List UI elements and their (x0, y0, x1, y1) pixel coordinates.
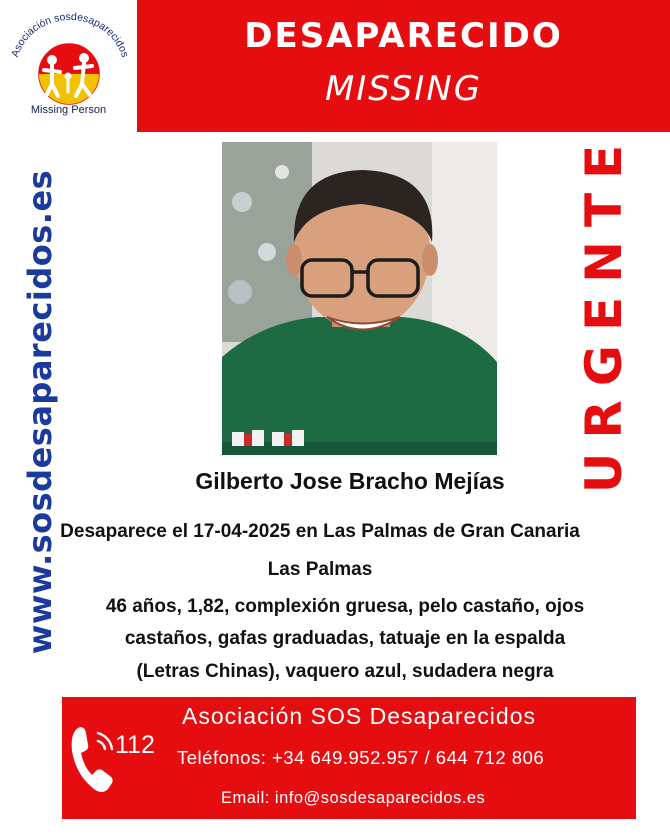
urgent-label: URGENTE (575, 130, 633, 494)
phone-handset-icon (68, 723, 118, 795)
phone-numbers[interactable]: Teléfonos: +34 649.952.957 / 644 712 806 (177, 747, 545, 768)
org-name: Asociación SOS Desaparecidos (182, 703, 536, 729)
description-line-1: 46 años, 1,82, complexión gruesa, pelo castaño, ojos (105, 596, 585, 617)
logo (0, 0, 137, 132)
contact-footer (62, 697, 636, 819)
logo-emblem (2, 2, 135, 106)
header-banner (137, 0, 670, 132)
header-title-es: DESAPARECIDO (244, 16, 563, 56)
person-name: Gilberto Jose Bracho Mejías (195, 468, 505, 494)
website-url[interactable]: www.sosdesaparecidos.es (21, 169, 59, 655)
province: Las Palmas (267, 559, 373, 580)
logo-caption: Missing Person (30, 104, 107, 116)
description-line-2: castaños, gafas graduadas, tatuaje en la espalda (124, 628, 566, 649)
header-title-en: MISSING (324, 69, 483, 109)
emergency-number: 112 (115, 731, 155, 759)
description-line-3: (Letras Chinas), vaquero azul, sudadera negra (136, 661, 554, 682)
disappearance-info: Desaparece el 17-04-2025 en Las Palmas de Gran Canaria (60, 521, 580, 542)
email-address[interactable]: Email: info@sosdesaparecidos.es (221, 789, 486, 807)
logo-arc-textpath: Asociación sosdesaparecidos (9, 10, 131, 59)
person-photo (222, 142, 497, 455)
